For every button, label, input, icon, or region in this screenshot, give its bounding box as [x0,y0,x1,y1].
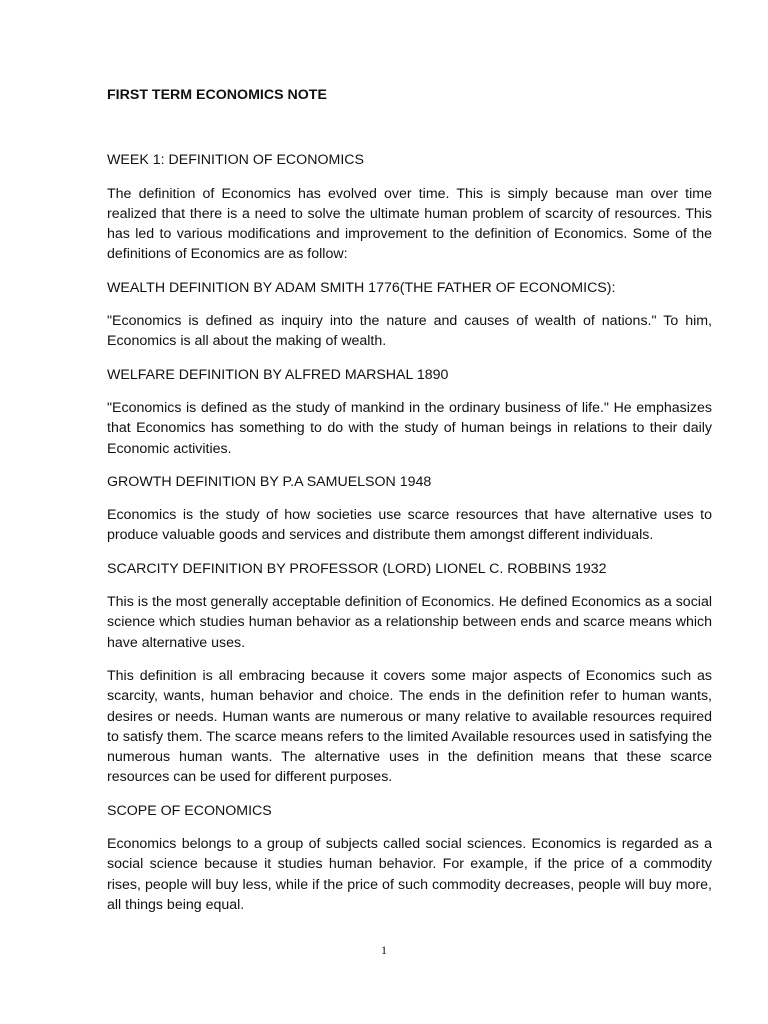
document-body [107,85,712,928]
paragraph-scope: Economics belongs to a group of subjects called social sciences. Economics is regarded as a social science because it studies human behavior. For example, if the price of a commodity rises, people will buy less, while if the price of such commodity decreases, people will buy more, all things being equal. [107,836,712,913]
section-heading-week1: WEEK 1: DEFINITION OF ECONOMICS [107,152,364,169]
paragraph-scarcity-1: This is the most generally acceptable definition of Economics. He defined Economics as a social science which studies human behavior as a relationship between ends and scarce means which have alternative uses. [107,594,712,651]
document-title: FIRST TERM ECONOMICS NOTE [107,87,327,103]
section-heading-growth: GROWTH DEFINITION BY P.A SAMUELSON 1948 [107,473,432,490]
section-heading-welfare: WELFARE DEFINITION BY ALFRED MARSHAL 1890 [107,366,449,383]
page-number: 1 [381,943,387,957]
section-heading-wealth: WEALTH DEFINITION BY ADAM SMITH 1776(THE FATHER OF ECONOMICS): [107,279,616,296]
paragraph-scarcity-2: This definition is all embracing because it covers some major aspects of Economics such as scarcity, wants, human behavior and choice. The ends in the definition refer to human wants, desires or needs. Human wants are numerous or many relative to available resources required to satisfy them. The scarce means refers to the limited Available resources used in satisfying the numerous human wants. The alternative uses in the definition means that these scarce resources can be used for different purposes. [107,667,712,786]
paragraph-growth: Economics is the study of how societies use scarce resources that have alternative uses to produce valuable goods and services and distribute them amongst different individuals. [107,507,712,544]
paragraph-welfare: "Economics is defined as the study of mankind in the ordinary business of life." He emphasizes that Economics has something to do with the study of human beings in relations to their daily Economic activities. [107,399,712,457]
section-heading-scope: SCOPE OF ECONOMICS [107,802,272,819]
section-heading-scarcity: SCARCITY DEFINITION BY PROFESSOR (LORD) LIONEL C. ROBBINS 1932 [107,560,607,577]
paragraph-week1-intro: The definition of Economics has evolved over time. This is simply because man over time realized that there is a need to solve the ultimate human problem of scarcity of resources. This has led to various modifications and improvement to the definition of Economics. Some of the definitions of Economics are as follow: [107,185,712,263]
paragraph-wealth: "Economics is defined as inquiry into the nature and causes of wealth of nations." To him, Economics is all about the making of wealth. [107,313,712,350]
